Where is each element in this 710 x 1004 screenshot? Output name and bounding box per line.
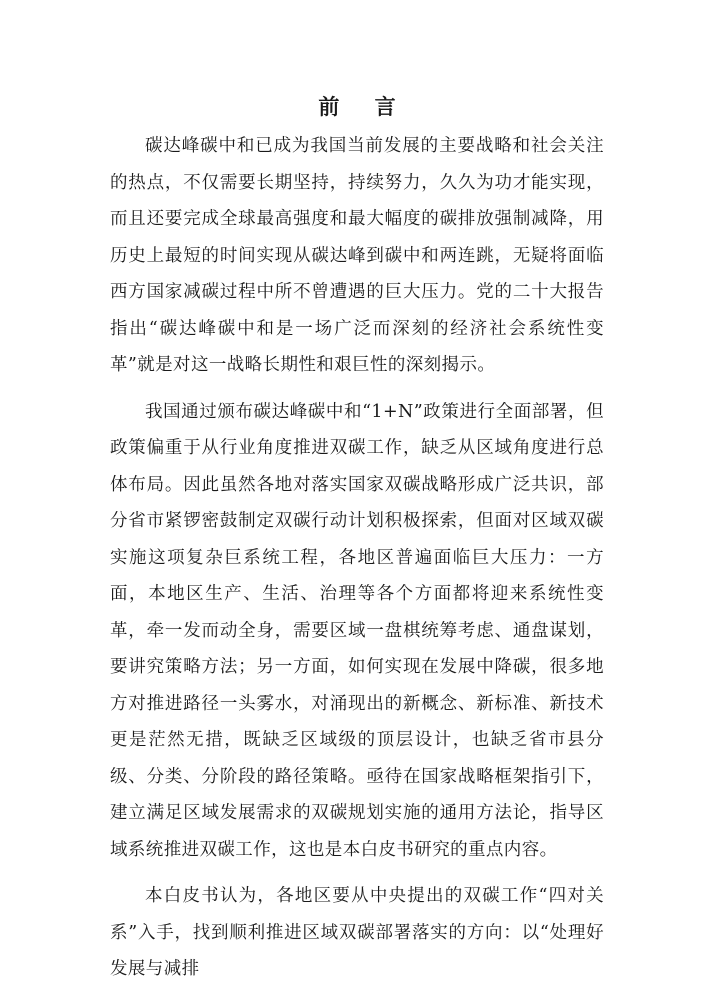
paragraph-2: 我国通过颁布碳达峰碳中和“1+N”政策进行全面部署，但政策偏重于从行业角度推进双碳工作，缺乏从区域角度进行总体布局。因此虽然各地对落实国家双碳战略形成广泛共识，部分省市紧锣密鼓制定双碳行动计划积极探索，但面对区域双碳实施这项复杂巨系统工程，各地区普遍面临巨大压力：一方面，本地区生产、生活、治理等各个方面都将迎来系统性变革，牵一发而动全身，需要区域一盘棋统筹考虑、通盘谋划，要讲究策略方法；另一方面，如何实现在发展中降碳，很多地方对推进路径一头雾水，对涌现出的新概念、新标准、新技术更是茫然无措，既缺乏区域级的顶层设计，也缺乏省市县分级、分类、分阶段的路径策略。亟待在国家战略框架指引下，建立满足区域发展需求的双碳规划实施的通用方法论，指导区域系统推进双碳工作，这也是本白皮书研究的重点内容。 [110, 401, 604, 860]
paragraph-3: 本白皮书认为，各地区要从中央提出的双碳工作“四对关系”入手，找到顺利推进区域双碳部署落实的方向：以“处理好发展与减排 [110, 886, 604, 979]
page-title: 前 言 [318, 95, 410, 119]
paragraph-1: 碳达峰碳中和已成为我国当前发展的主要战略和社会关注的热点，不仅需要长期坚持，持续努力，久久为功才能实现，而且还要完成全球最高强度和最大幅度的碳排放强制减降，用历史上最短的时间实现从碳达峰到碳中和两连跳，无疑将面临西方国家减碳过程中所不曾遭遇的巨大压力。党的二十大报告指出“碳达峰碳中和是一场广泛而深刻的经济社会系统性变革”就是对这一战略长期性和艰巨性的深刻揭示。 [110, 136, 604, 375]
